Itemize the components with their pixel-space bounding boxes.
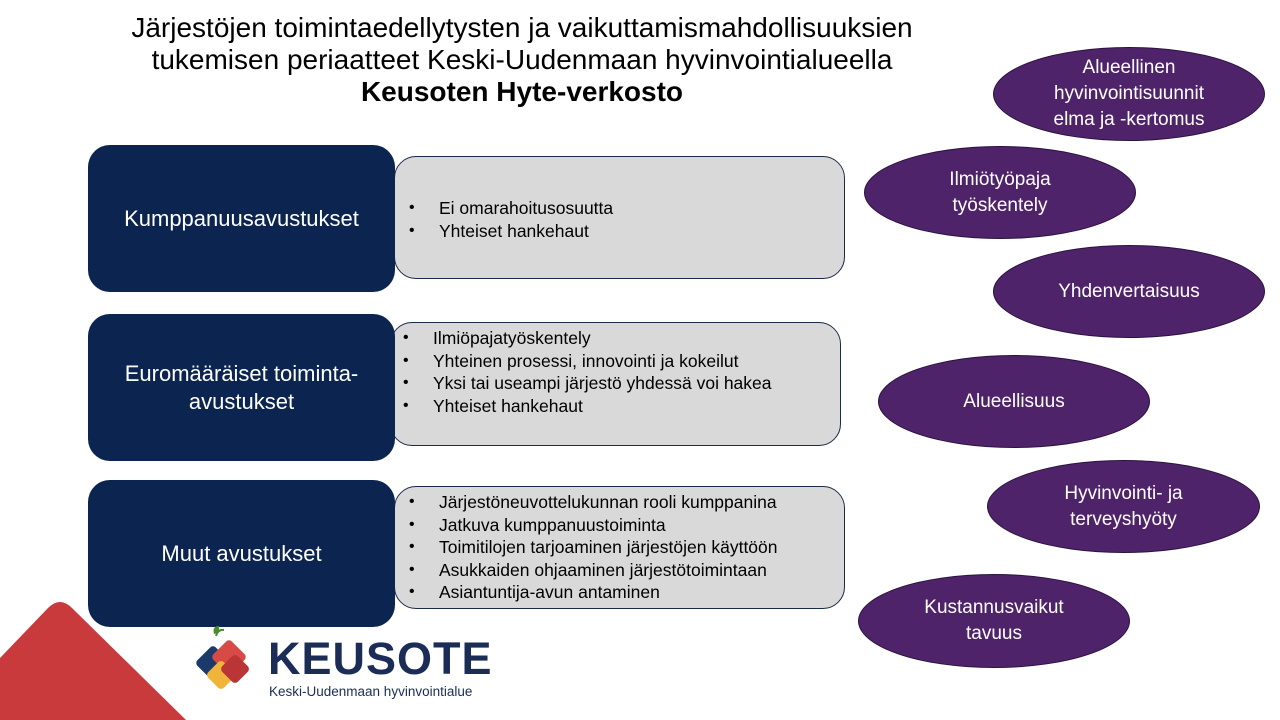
principle-5-line-1: Hyvinvointi- ja: [1064, 482, 1183, 504]
bullet-item: • Ilmiöpajatyöskentely: [403, 327, 840, 350]
principle-1-line-3: elma ja -kertomus: [1053, 109, 1205, 130]
principle-6-line-2: tavuus: [966, 623, 1022, 644]
bullet-item: • Yhteiset hankehaut: [403, 395, 840, 418]
principle-1-line-1: Alueellinen: [1082, 57, 1176, 78]
principle-1-line-2: hyvinvointisuunnit: [1054, 83, 1204, 104]
principle-2-line-1: Ilmiötyöpaja: [949, 168, 1051, 190]
bullet-item: • Järjestöneuvottelukunnan rooli kumppanina: [409, 491, 844, 514]
title-line-2: tukemisen periaatteet Keski-Uudenmaan hyvinvointialueella: [151, 44, 893, 75]
principle-oval-1: [993, 47, 1265, 141]
row-1-label-box: [88, 145, 395, 292]
row-2-bullets-box: [390, 322, 841, 446]
bullet-item: • Yksi tai useampi järjestö yhdessä voi hakea: [403, 372, 840, 395]
principle-5-line-2: terveyshyöty: [1070, 508, 1177, 530]
title-line-1: Järjestöjen toimintaedellytysten ja vaikuttamismahdollisuuksien: [131, 12, 913, 43]
principle-oval-5: [987, 460, 1260, 553]
row-2-label-line-2: avustukset: [188, 388, 295, 414]
logo-wordmark: KEUSOTE: [268, 633, 493, 684]
keusote-logo-icon: [186, 624, 266, 704]
title-subtitle: Keusoten Hyte-verkosto: [360, 76, 684, 107]
principle-6-line-1: Kustannusvaikut: [924, 597, 1064, 618]
bullet-item: • Ei omarahoitusosuutta: [409, 197, 844, 220]
logo-subtitle: Keski-Uudenmaan hyvinvointialue: [269, 684, 473, 699]
principle-2-line-2: työskentely: [952, 194, 1048, 216]
principle-oval-2: [864, 146, 1136, 239]
principle-oval-6: [858, 574, 1130, 668]
principle-4-line-1: Alueellisuus: [963, 390, 1065, 412]
bullet-item: • Jatkuva kumppanuustoiminta: [409, 514, 844, 537]
corner-triangle-decoration: [0, 600, 200, 720]
slide-title: [40, 12, 1004, 108]
row-3-bullets-box: [394, 486, 845, 609]
principle-oval-4: [878, 355, 1150, 448]
bullet-item: • Asukkaiden ohjaaminen järjestötoimintaan: [409, 559, 844, 582]
row-2-label-line-1: Euromääräiset toiminta-: [124, 360, 359, 386]
row-2-label-box: [88, 314, 395, 461]
row-2-label: [125, 360, 359, 416]
row-1-label: Kumppanuusavustukset: [124, 205, 359, 231]
bullet-item: • Yhteiset hankehaut: [409, 220, 844, 243]
row-3-label: Muut avustukset: [161, 540, 322, 566]
principle-oval-3: [993, 245, 1265, 338]
principle-3-line-1: Yhdenvertaisuus: [1058, 280, 1200, 302]
bullet-item: • Asiantuntija-avun antaminen: [409, 581, 844, 604]
bullet-item: • Yhteinen prosessi, innovointi ja kokeilut: [403, 350, 840, 373]
row-1-bullets-box: [394, 156, 845, 279]
bullet-item: • Toimitilojen tarjoaminen järjestöjen käyttöön: [409, 536, 844, 559]
